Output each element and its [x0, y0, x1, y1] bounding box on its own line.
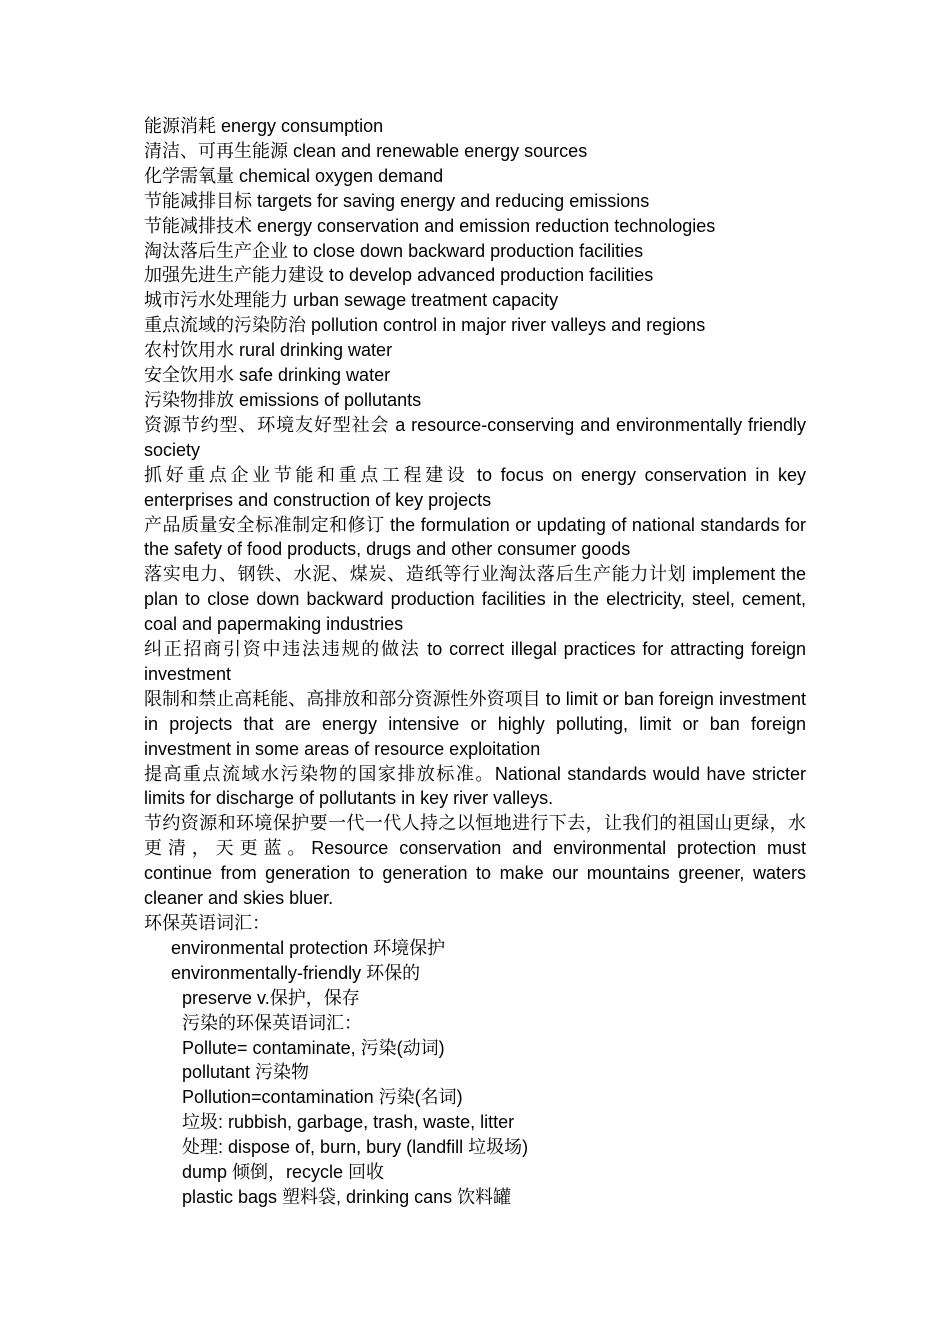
term-line: 清洁、可再生能源 clean and renewable energy sources: [144, 140, 588, 161]
term-line: 化学需氧量 chemical oxygen demand: [144, 165, 444, 186]
vocab-item: environmental protection 环境保护: [171, 937, 446, 958]
term-paragraph: 节约资源和环境保护要一代一代人持之以恒地进行下去，让我们的祖国山更绿，水更清，天更蓝。Resource conservation and environmental protection must continue from generation to generation to make our mountains greener, waters cleaner and skies bluer.: [144, 813, 806, 909]
vocab-subheading: 污染的环保英语词汇：: [182, 1012, 362, 1033]
term-paragraph: 纠正招商引资中违法违规的做法 to correct illegal practices for attracting foreign investment: [144, 639, 806, 684]
term-paragraph: 提高重点流域水污染物的国家排放标准。National standards would have stricter limits for discharge of pollutants in key river valleys.: [144, 763, 806, 809]
vocab-item: dump 倾倒，recycle 回收: [182, 1162, 385, 1183]
term-line: 能源消耗 energy consumption: [144, 116, 384, 136]
term-paragraph: 资源节约型、环境友好型社会 a resource-conserving and environmentally friendly society: [144, 414, 806, 460]
term-paragraph: 抓好重点企业节能和重点工程建设 to focus on energy conservation in key enterprises and construction of key projects: [144, 464, 806, 510]
vocab-item: environmentally-friendly 环保的: [171, 962, 421, 983]
term-paragraph: 限制和禁止高耗能、高排放和部分资源性外资项目 to limit or ban foreign investment in projects that are energy intensive or highly polluting, limit or ban foreign investment in some areas of resource exploitation: [144, 688, 806, 759]
vocab-item: 处理: dispose of, burn, bury (landfill 垃圾场): [182, 1137, 529, 1158]
vocab-item: pollutant 污染物: [182, 1062, 310, 1083]
vocab-item: 垃圾: rubbish, garbage, trash, waste, litter: [182, 1112, 515, 1133]
term-line: 节能减排技术 energy conservation and emission reduction technologies: [144, 215, 716, 236]
document-page: [144, 114, 806, 1210]
term-line: 安全饮用水 safe drinking water: [144, 365, 391, 386]
vocab-item: Pollution=contamination 污染(名词): [182, 1087, 463, 1108]
term-line: 加强先进生产能力建设 to develop advanced production facilities: [144, 265, 654, 286]
term-line: 节能减排目标 targets for saving energy and reducing emissions: [144, 190, 650, 211]
vocab-item: Pollute= contaminate, 污染(动词): [182, 1037, 445, 1058]
term-paragraph: 产品质量安全标准制定和修订 the formulation or updating of national standards for the safety of food products, drugs and other consumer goods: [144, 514, 806, 560]
vocab-heading: 环保英语词汇：: [144, 913, 270, 933]
term-line: 污染物排放 emissions of pollutants: [144, 389, 422, 410]
term-line: 淘汰落后生产企业 to close down backward production facilities: [144, 240, 644, 261]
term-paragraph: 落实电力、钢铁、水泥、煤炭、造纸等行业淘汰落后生产能力计划 implement the plan to close down backward production facilities in the electricity, steel, cement, coal and papermaking industries: [144, 564, 806, 635]
term-line: 重点流域的污染防治 pollution control in major river valleys and regions: [144, 315, 706, 336]
vocab-item: preserve v.保护，保存: [182, 987, 360, 1008]
vocab-item: plastic bags 塑料袋, drinking cans 饮料罐: [182, 1186, 512, 1207]
term-line: 农村饮用水 rural drinking water: [144, 340, 393, 361]
term-line: 城市污水处理能力 urban sewage treatment capacity: [144, 290, 559, 311]
